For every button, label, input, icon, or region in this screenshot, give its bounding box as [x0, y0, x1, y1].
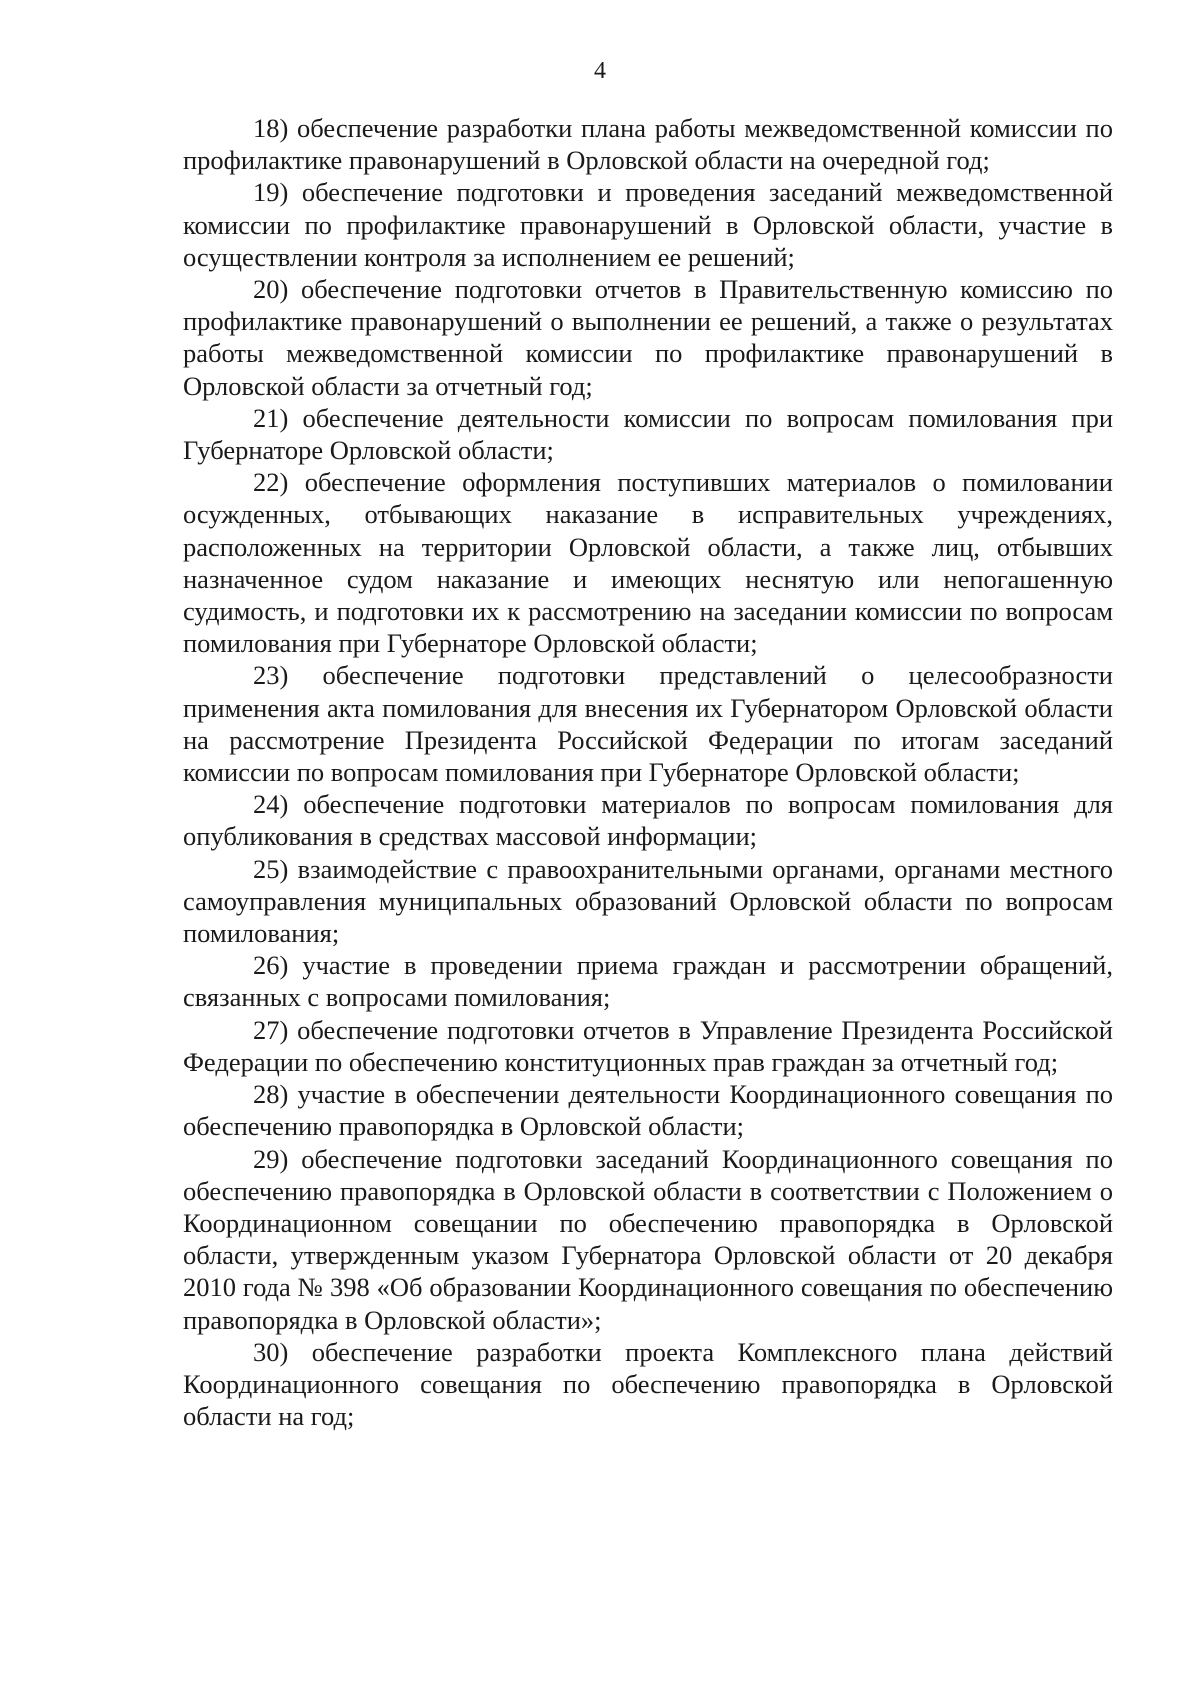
list-item: 29) обеспечение подготовки заседаний Координационного совещания по обеспечению правопорядка в Орловской области в соответствии с Положением о Координационном совещании по обеспечению правопорядка в Орловской области, утвержденным указом Губернатора Орловской области от 20 декабря 2010 года № 398 «Об образовании Координационного совещания по обеспечению правопорядка в Орловской области»;	[183, 1143, 1113, 1335]
list-item: 23) обеспечение подготовки представлений о целесообразности применения акта помилования для внесения их Губернатором Орловской области на рассмотрение Президента Российской Федерации по итогам заседаний комиссии по вопросам помилования при Губернаторе Орловской области;	[183, 660, 1113, 788]
list-item: 18) обеспечение разработки плана работы межведомственной комиссии по профилактике правонарушений в Орловской области на очередной год;	[183, 113, 1113, 176]
list-item: 20) обеспечение подготовки отчетов в Правительственную комиссию по профилактике правонарушений о выполнении ее решений, а также о результатах работы межведомственной комиссии по профилактике правонарушений в Орловской области за отчетный год;	[183, 274, 1113, 401]
list-item: 24) обеспечение подготовки материалов по вопросам помилования для опубликования в средствах массовой информации;	[183, 789, 1113, 852]
list-item: 27) обеспечение подготовки отчетов в Управление Президента Российской Федерации по обеспечению конституционных прав граждан за отчетный год;	[183, 1014, 1113, 1077]
list-item: 21) обеспечение деятельности комиссии по вопросам помилования при Губернаторе Орловской области;	[183, 402, 1113, 466]
list-item: 28) участие в обеспечении деятельности Координационного совещания по обеспечению правопорядка в Орловской области;	[183, 1079, 1113, 1142]
page-number: 4	[594, 58, 606, 84]
document-body	[183, 112, 1113, 1432]
list-item: 26) участие в проведении приема граждан и рассмотрении обращений, связанных с вопросами помилования;	[183, 950, 1113, 1013]
list-item: 19) обеспечение подготовки и проведения заседаний межведомственной комиссии по профилактике правонарушений в Орловской области, участие в осуществлении контроля за исполнением ее решений;	[183, 177, 1113, 272]
list-item: 30) обеспечение разработки проекта Комплексного плана действий Координационного совещания по обеспечению правопорядка в Орловской области на год;	[183, 1336, 1113, 1432]
list-item: 25) взаимодействие с правоохранительными органами, органами местного самоуправления муниципальных образований Орловской области по вопросам помилования;	[183, 853, 1113, 949]
list-item: 22) обеспечение оформления поступивших материалов о помиловании осужденных, отбывающих наказание в исправительных учреждениях, расположенных на территории Орловской области, а также лиц, отбывших назначенное судом наказание и имеющих неснятую или непогашенную судимость, и подготовки их к рассмотрению на заседании комиссии по вопросам помилования при Губернаторе Орловской области;	[183, 467, 1113, 659]
